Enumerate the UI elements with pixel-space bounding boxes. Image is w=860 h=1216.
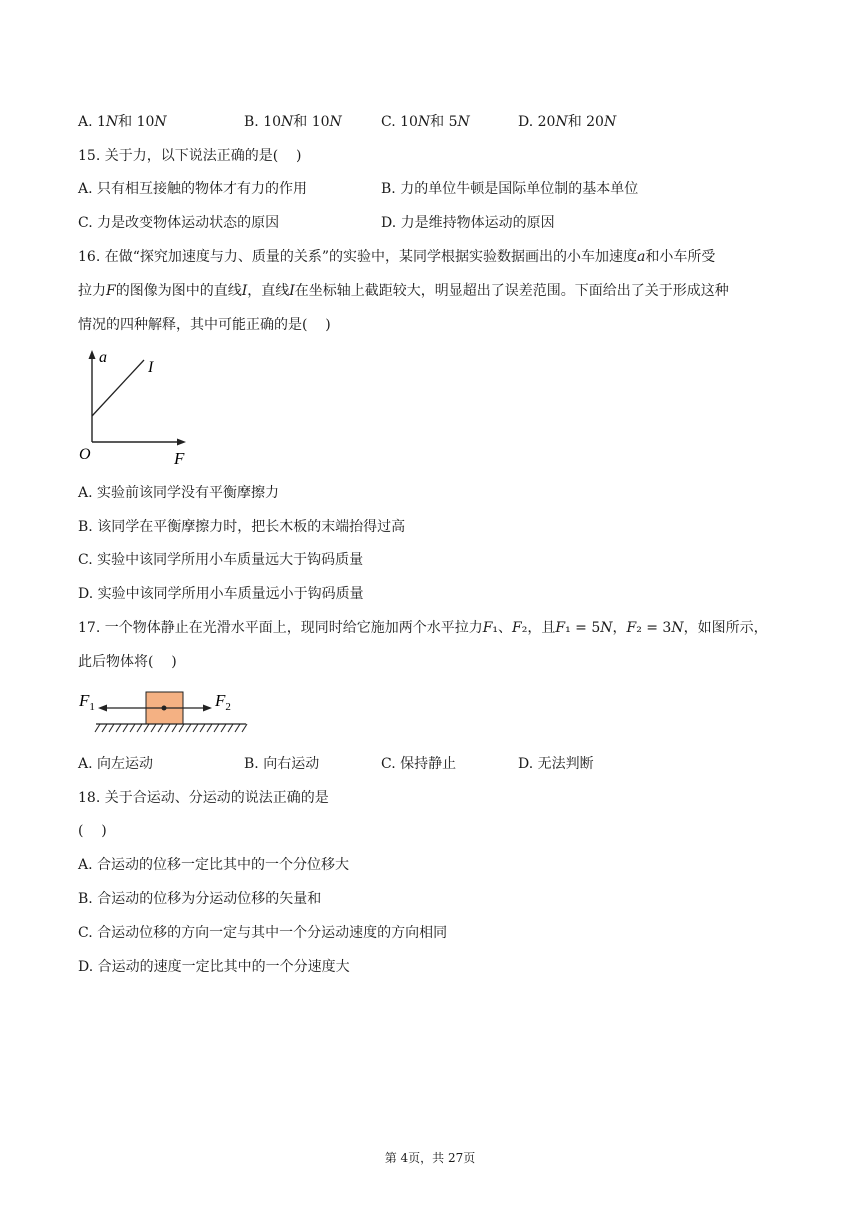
- q17-center-dot: [162, 706, 167, 711]
- q16-stem-line-1: 16. 在做“探究加速度与力、质量的关系”的实验中，某同学根据实验数据画出的小车加速度𝑎和小车所受: [78, 249, 716, 265]
- q16-graph: [76, 344, 196, 468]
- q16-option-d: D. 实验中该同学所用小车质量远小于钩码质量: [78, 586, 364, 602]
- q16-option-b: B. 该同学在平衡摩擦力时，把长木板的末端抬得过高: [78, 519, 406, 535]
- q17-ground-hatching: [95, 724, 247, 732]
- q17-f2-label: F: [215, 691, 226, 710]
- svg-text:F2: [214, 691, 231, 713]
- q16-stem-line-3: 情况的四种解释，其中可能正确的是( ): [78, 317, 331, 333]
- q16-option-a: A. 实验前该同学没有平衡摩擦力: [78, 485, 280, 501]
- q14-option-c: C. 10𝑁和 5𝑁: [381, 114, 470, 130]
- q18-option-d: D. 合运动的速度一定比其中的一个分速度大: [78, 959, 350, 975]
- q16-y-label: a: [99, 349, 107, 366]
- q17-f1-subscript: 1: [89, 701, 95, 713]
- q15-option-b: B. 力的单位牛顿是国际单位制的基本单位: [381, 181, 639, 197]
- q16-line-label: I: [148, 359, 154, 376]
- q17-arrowhead-f1: [98, 705, 107, 712]
- q16-x-arrow: [177, 439, 186, 446]
- q16-line-i: [92, 360, 144, 416]
- q17-force-figure: [76, 686, 250, 740]
- page-footer: 第 4页，共 27页: [384, 1151, 476, 1165]
- q18-stem: 18. 关于合运动、分运动的说法正确的是: [78, 790, 329, 806]
- q18-option-a: A. 合运动的位移一定比其中的一个分位移大: [78, 857, 350, 873]
- q17-option-a: A. 向左运动: [78, 756, 154, 772]
- q17-stem-line-2: 此后物体将( ): [78, 654, 177, 670]
- q17-option-c: C. 保持静止: [381, 756, 457, 772]
- q14-option-d: D. 20𝑁和 20𝑁: [518, 114, 617, 130]
- q16-y-arrow: [89, 350, 96, 359]
- q15-stem: 15. 关于力，以下说法正确的是( ): [78, 148, 302, 164]
- q16-x-label: F: [174, 449, 185, 468]
- q16-option-c: C. 实验中该同学所用小车质量远大于钩码质量: [78, 552, 364, 568]
- q18-answer-blank: ( ): [78, 823, 107, 839]
- q18-option-b: B. 合运动的位移为分运动位移的矢量和: [78, 891, 322, 907]
- q14-option-a: A. 1𝑁和 10𝑁: [78, 114, 167, 130]
- q15-option-d: D. 力是维持物体运动的原因: [381, 215, 555, 231]
- q14-option-b: B. 10𝑁和 10𝑁: [244, 114, 342, 130]
- q15-option-a: A. 只有相互接触的物体才有力的作用: [78, 181, 308, 197]
- q16-stem-line-2: 拉力𝐹的图像为图中的直线𝐼，直线𝐼在坐标轴上截距较大，明显超出了误差范围。下面给出了关于形成这种: [78, 283, 729, 299]
- q17-option-b: B. 向右运动: [244, 756, 320, 772]
- q18-option-c: C. 合运动位移的方向一定与其中一个分运动速度的方向相同: [78, 925, 448, 941]
- q17-option-d: D. 无法判断: [518, 756, 594, 772]
- q17-f1-label: F: [79, 691, 90, 710]
- q17-arrowhead-f2: [203, 705, 212, 712]
- q17-f2-subscript: 2: [225, 701, 231, 713]
- q16-origin-label: O: [79, 446, 91, 463]
- svg-text:F1: [78, 691, 95, 713]
- q15-option-c: C. 力是改变物体运动状态的原因: [78, 215, 280, 231]
- q17-stem-line-1: 17. 一个物体静止在光滑水平面上，现同时给它施加两个水平拉力𝐹₁、𝐹₂，且𝐹₁ = 5𝑁，𝐹₂ = 3𝑁，如图所示，: [78, 620, 768, 636]
